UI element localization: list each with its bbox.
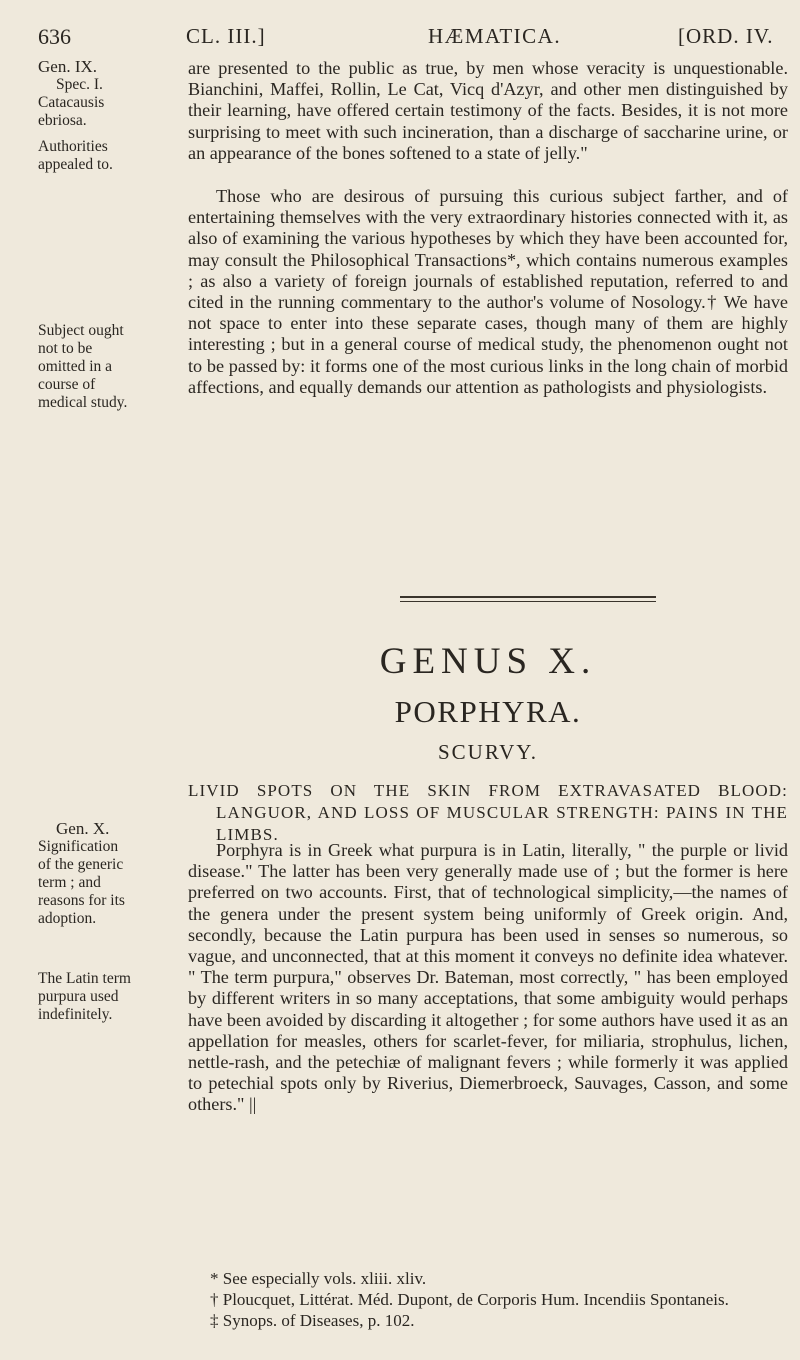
margin-line: The Latin term (38, 970, 131, 987)
margin-line: reasons for its (38, 892, 125, 909)
margin-line: omitted in a (38, 358, 113, 375)
margin-note-latin-term (38, 970, 158, 1024)
paragraph-text: are presented to the public as true, by men whose veracity is unquestionable. Bianchini, Maffei, Rollin, Le Cat, Vicq d'Azyr, and other men distinguished by their learning, have offered certain testimony of the facts. Besides, it is not more surprising to meet with such incineration, than a discharge of saccharine urine, or an appearance of the bones softened to a state of jelly." (188, 58, 788, 163)
footnotes (210, 1268, 790, 1331)
genus-definition (188, 780, 788, 846)
margin-line: purpura used (38, 988, 119, 1005)
genus-heading-block (188, 640, 788, 683)
paragraph-text: Those who are desirous of pursuing this curious subject farther, and of entertaining themselves with the very extraordinary histories connected with it, as also of examining the various hypotheses by which they have been accounted for, may consult the Philosophical Transactions*, which contains numerous examples ; as also a variety of foreign journals of established reputation, referred to and cited in the running commentary to the author's volume of Nosology.† We have not space to enter into these separate cases, though many of them are highly interesting ; but in a general course of medical study, the phenomenon ought not to be passed by: it forms one of the most curious links in the long chain of morbid affections, and equally demands our attention as pathologists and physiologists. (188, 186, 788, 397)
genus-english-block (188, 740, 788, 765)
paragraph-text: Porphyra is in Greek what purpura is in Latin, literally, " the purple or livid disease." The latter has been very generally made use of ; but the former is here preferred on two accounts. First, that of technological simplicity,—the names of the genera under the present system being uniformly of Greek origin. And, secondly, because the Latin purpura has been used in senses so numerous, so vague, and unconnected, that at this moment it conveys no definite idea whatever. " The term purpura," observes Dr. Bateman, most correctly, " has been employed by different writers in so many acceptations, that some ambiguity would perhaps have been avoided by discarding it altogether ; for some authors have used it as an appellation for measles, others for scarlet-fever, for miliaria, strophulus, lichen, nettle-rash, and the petechiæ of malignant fevers ; while formerly it was applied to petechial spots only by Riverius, Diemerbroeck, Sauvages, Casson, and some others." || (188, 840, 788, 1115)
definition-text: LIVID SPOTS ON THE SKIN FROM EXTRAVASATED BLOOD: LANGUOR, AND LOSS OF MUSCULAR STRENGTH: PAINS IN THE LIMBS. (188, 781, 788, 844)
paragraph-porphyra (188, 840, 788, 1116)
margin-line: term ; and (38, 874, 101, 891)
footnote: * See especially vols. xliii. xliv. (210, 1269, 427, 1288)
running-title: HÆMATICA. (428, 24, 562, 48)
genus-english-name: SCURVY. (437, 740, 539, 764)
order-label: [ORD. IV. (678, 24, 774, 48)
margin-line: appealed to. (38, 156, 113, 173)
paragraph-further-reading (188, 186, 788, 398)
page-number: 636 (38, 24, 71, 49)
margin-note-signification (38, 820, 158, 928)
margin-genus: Gen. IX. (38, 57, 98, 76)
margin-line: ebriosa. (38, 112, 87, 129)
margin-line: course of (38, 376, 96, 393)
margin-species: Spec. I. (56, 76, 103, 93)
margin-line: of the generic (38, 856, 124, 873)
margin-line: Subject ought (38, 322, 124, 339)
margin-line: not to be (38, 340, 93, 357)
running-header (38, 14, 786, 54)
margin-note-catacausis (38, 58, 158, 130)
footnote: † Ploucquet, Littérat. Méd. Dupont, de Corporis Hum. Incendiis Spontaneis. (210, 1290, 729, 1309)
margin-line: Authorities (38, 138, 108, 155)
margin-line: adoption. (38, 910, 97, 927)
margin-note-subject (38, 322, 158, 412)
genus-name-block (188, 694, 788, 730)
genus-name: PORPHYRA. (394, 694, 582, 729)
paragraph-incineration (188, 58, 788, 164)
margin-genus: Gen. X. (56, 819, 110, 838)
genus-heading: GENUS X. (379, 641, 597, 682)
footnote: ‡ Synops. of Diseases, p. 102. (210, 1311, 415, 1330)
margin-line: Catacausis (38, 94, 105, 111)
margin-line: indefinitely. (38, 1006, 113, 1023)
margin-line: Signification (38, 838, 119, 855)
class-label: CL. III.] (186, 24, 266, 48)
margin-line: medical study. (38, 394, 128, 411)
margin-note-authorities (38, 138, 158, 174)
section-divider (400, 596, 656, 602)
